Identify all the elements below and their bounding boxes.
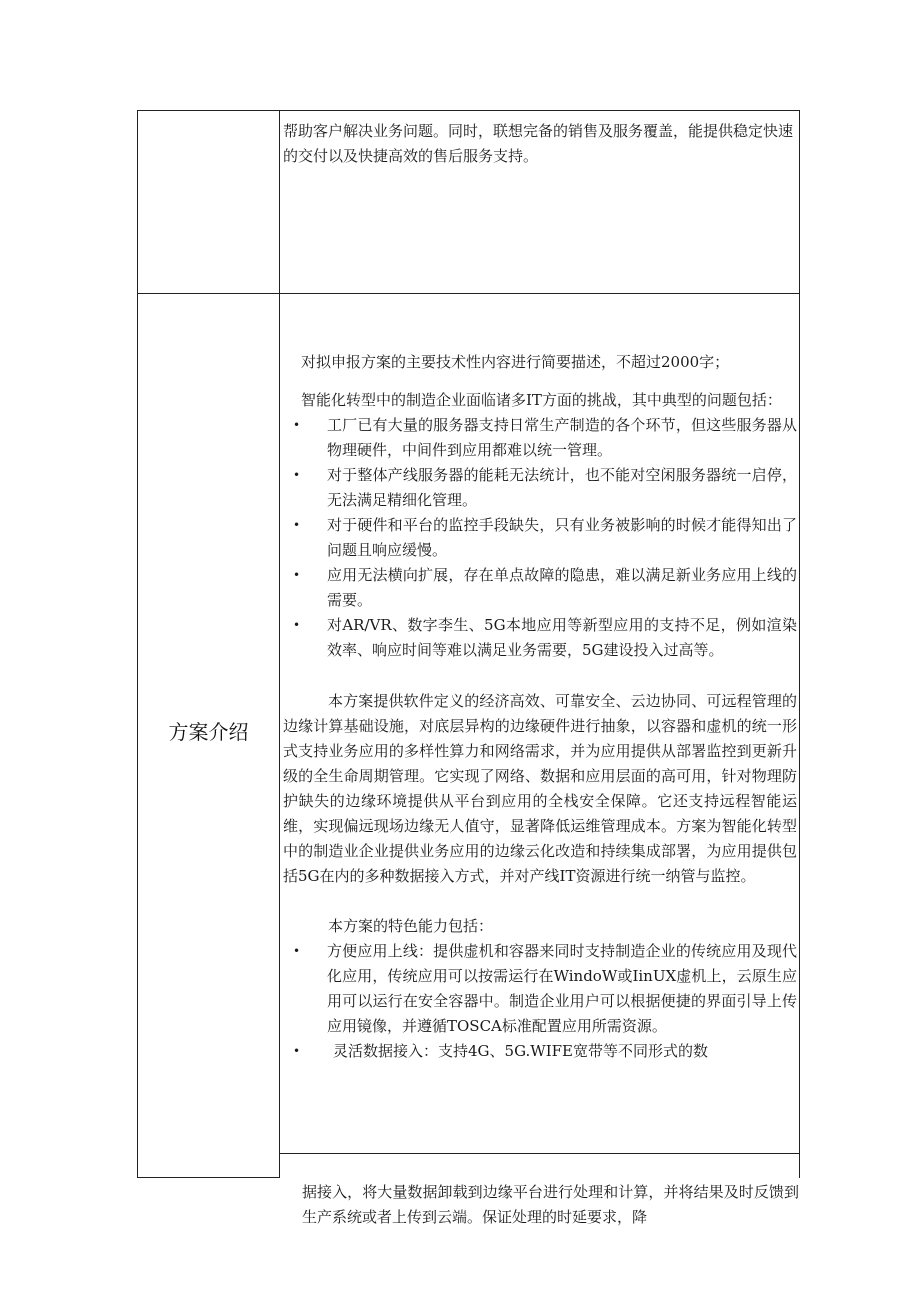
list-item-text: 应用无法横向扩展，存在单点故障的隐患，难以满足新业务应用上线的需要。 — [327, 566, 797, 609]
column-divider — [279, 110, 280, 1178]
list-item-text: 对AR/VR、数字李生、5G本地应用等新型应用的支持不足，例如渲染效率、响应时间等难以满足业务需要，5G建设投入过高等。 — [327, 616, 797, 659]
list-item-text: 灵活数据接入：支持4G、5G.WIFE宽带等不同形式的数 — [333, 1042, 708, 1060]
list-item — [283, 413, 797, 463]
form-table — [137, 110, 800, 1178]
section-label: 方案介绍 — [168, 720, 249, 744]
list-item — [283, 463, 797, 513]
list-item-text: 工厂已有大量的服务器支持日常生产制造的各个环节，但这些服务器从物理硬件，中间件到应用都难以统一管理。 — [327, 416, 797, 459]
table-border-left — [137, 110, 138, 1178]
bullet-icon: • — [293, 944, 301, 958]
bullet-icon: • — [293, 618, 301, 632]
challenges-intro: 智能化转型中的制造企业面临诸多IT方面的挑战，其中典型的问题包括： — [301, 391, 782, 409]
bullet-icon: • — [293, 1044, 301, 1058]
list-item — [283, 1039, 797, 1064]
list-item — [283, 613, 797, 663]
features-intro: 本方案的特色能力包括： — [328, 917, 494, 935]
list-item — [283, 513, 797, 563]
previous-section-continuation: 帮助客户解决业务问题。同时，联想完备的销售及服务覆盖，能提供稳定快速的交付以及快捷高效的售后服务支持。 — [283, 122, 794, 165]
list-item — [283, 939, 797, 1039]
table-border-bottom — [137, 1177, 280, 1178]
bullet-icon: • — [293, 418, 301, 432]
list-item-text: 对于整体产线服务器的能耗无法统计，也不能对空闲服务器统一启停，无法满足精细化管理。 — [327, 466, 797, 509]
bullet-icon: • — [293, 568, 301, 582]
bullet-icon: • — [293, 468, 301, 482]
table-border-top — [137, 110, 800, 111]
content-cell-bottom-border — [279, 1153, 800, 1154]
table-border-right — [799, 110, 800, 1178]
instruction-text: 对拟申报方案的主要技术性内容进行简要描述，不超过2000字； — [301, 353, 730, 371]
solution-description: 本方案提供软件定义的经济高效、可靠安全、云边协同、可远程管理的边缘计算基础设施，对底层异构的边缘硬件进行抽象，以容器和虚机的统一形式支持业务应用的多样性算力和网络需求，并为应用提供从部署监控到更新升级的全生命周期管理。它实现了网络、数据和应用层面的高可用，针对物理防护缺失的边缘环境提供从平台到应用的全栈安全保障。它还支持远程智能运维，实现偏远现场边缘无人值守，显著降低运维管理成本。方案为智能化转型中的制造业企业提供业务应用的边缘云化改造和持续集成部署，为应用提供包括5G在内的多种数据接入方式，并对产线IT资源进行统一纳管与监控。 — [283, 692, 797, 885]
section-content — [283, 350, 797, 1064]
list-item-text: 对于硬件和平台的监控手段缺失，只有业务被影响的时候才能得知出了问题且响应缓慢。 — [327, 516, 797, 559]
row-divider — [137, 293, 800, 294]
bullet-icon: • — [293, 518, 301, 532]
challenges-list — [283, 413, 797, 663]
list-item-text: 方便应用上线：提供虚机和容器来同时支持制造企业的传统应用及现代化应用，传统应用可以按需运行在WindoW或IinUX虚机上，云原生应用可以运行在安全容器中。制造企业用户可以根据便捷的界面引导上传应用镜像，并遵循TOSCA标准配置应用所需资源。 — [327, 942, 797, 1035]
features-list — [283, 939, 797, 1064]
list-item — [283, 563, 797, 613]
overflow-continuation-text: 据接入，将大量数据卸载到边缘平台进行处理和计算，并将结果及时反馈到生产系统或者上传到云端。保证处理的时延要求，降 — [302, 1183, 799, 1226]
